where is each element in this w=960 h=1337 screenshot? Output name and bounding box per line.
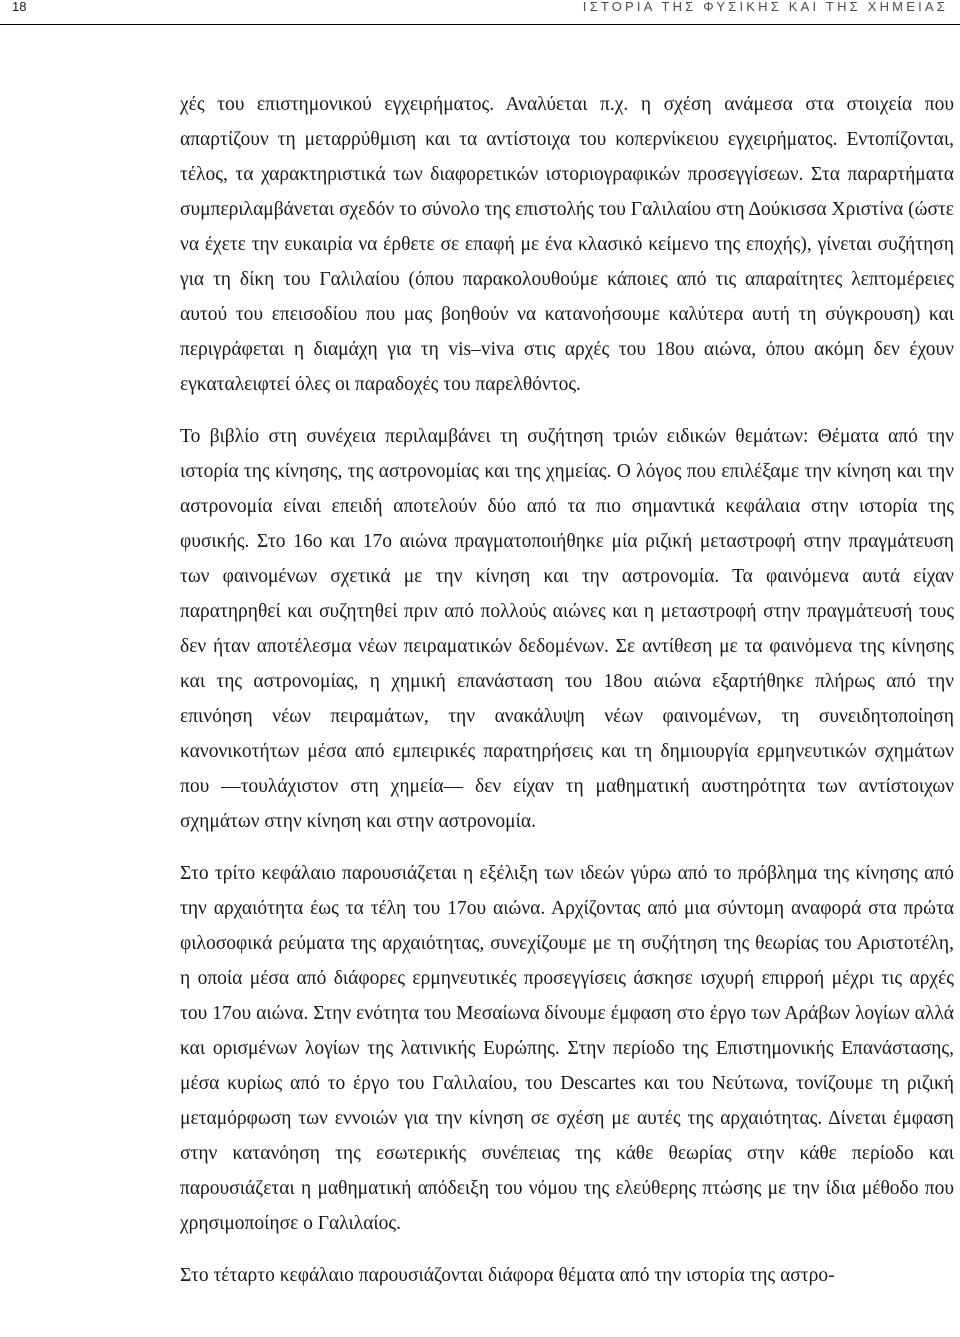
- header-rule: [0, 24, 960, 25]
- page-number: 18: [12, 0, 27, 14]
- paragraph: Το βιβλίο στη συνέχεια περιλαμβάνει τη συζήτηση τριών ειδικών θεμάτων: Θέματα από την ιστορία της κίνησης, της αστρονομίας και της χημείας. Ο λόγος που επιλέξαμε την κίνηση και την αστρονομία είναι επειδή αποτελούν δύο από τα πιο σημαντικά κεφάλαια στην ιστορία της φυσικής. Στο 16ο και 17ο αιώνα πραγματοποιήθηκε μία ριζική μεταστροφή στην πραγμάτευση των φαινομένων σχετικά με την κίνηση και την αστρονομία. Τα φαινόμενα αυτά είχαν παρατηρηθεί και συζητηθεί πριν από πολλούς αιώνες και η μεταστροφή στην πραγμάτευσή τους δεν ήταν αποτέλεσμα νέων πειραματικών δεδομένων. Σε αντίθεση με τα φαινόμενα της κίνησης και της αστρονομίας, η χημική επανάσταση του 18ου αιώνα εξαρτήθηκε πλήρως από την επινόηση νέων πειραμάτων, την ανακάλυψη νέων φαινομένων, τη συνειδητοποίηση κανονικοτήτων μέσα από εμπειρικές παρατηρήσεις και τη δημιουργία ερμηνευτικών σχημάτων που —τουλάχιστον στη χημεία— δεν είχαν τη μαθηματική αυστηρότητα των αντίστοιχων σχημάτων στην κίνηση και στην αστρονομία.: [180, 426, 954, 832]
- running-header: [0, 0, 960, 26]
- paragraph: Στο τέταρτο κεφάλαιο παρουσιάζονται διάφορα θέματα από την ιστορία της αστρο-: [180, 1265, 835, 1286]
- running-title: ΙΣΤΟΡΙΑ ΤΗΣ ΦΥΣΙΚΗΣ ΚΑΙ ΤΗΣ ΧΗΜΕΙΑΣ: [582, 0, 948, 14]
- body-text: [180, 87, 954, 1310]
- paragraph: χές του επιστημονικού εγχειρήματος. Αναλύεται π.χ. η σχέση ανάμεσα στα στοιχεία που απαρτίζουν τη μεταρρύθμιση και τα αντίστοιχα του κοπερνίκειου εγχειρήματος. Εντοπίζονται, τέλος, τα χαρακτηριστικά των διαφορετικών ιστοριογραφικών προσεγγίσεων. Στα παραρτήματα συμπεριλαμβάνεται σχεδόν το σύνολο της επιστολής του Γαλιλαίου στη Δούκισσα Χριστίνα (ώστε να έχετε την ευκαιρία να έρθετε σε επαφή με ένα κλασικό κείμενο της εποχής), γίνεται συζήτηση για τη δίκη του Γαλιλαίου (όπου παρακολουθούμε κάποιες από τις απαραίτητες λεπτομέρειες αυτού του επεισοδίου που μας βοηθούν να κατανοήσουμε καλύτερα αυτή τη σύγκρουση) και περιγράφεται η διαμάχη για τη vis–viva στις αρχές του 18ου αιώνα, όπου ακόμη δεν έχουν εγκαταλειφτεί όλες οι παραδοχές του παρελθόντος.: [180, 94, 954, 395]
- paragraph: Στο τρίτο κεφάλαιο παρουσιάζεται η εξέλιξη των ιδεών γύρω από το πρόβλημα της κίνησης από την αρχαιότητα έως τα τέλη του 17ου αιώνα. Αρχίζοντας από μια σύντομη αναφορά στα πρώτα φιλοσοφικά ρεύματα της αρχαιότητας, συνεχίζουμε με τη συζήτηση της θεωρίας του Αριστοτέλη, η οποία μέσα από διάφορες ερμηνευτικές προσεγγίσεις άσκησε ισχυρή επιρροή μέχρι τις αρχές του 17ου αιώνα. Στην ενότητα του Μεσαίωνα δίνουμε έμφαση στο έργο των Αράβων λογίων αλλά και ορισμένων λογίων της λατινικής Ευρώπης. Στην περίοδο της Επιστημονικής Επανάστασης, μέσα κυρίως από το έργο του Γαλιλαίου, του Descartes και του Νεύτωνα, τονίζουμε τη ριζική μεταμόρφωση των εννοιών για την κίνηση σε σχέση με αυτές της αρχαιότητας. Δίνεται έμφαση στην κατανόηση της εσωτερικής συνέπειας της κάθε θεωρίας στην κάθε περίοδο και παρουσιάζεται η μαθηματική απόδειξη του νόμου της ελεύθερης πτώσης με την ίδια μέθοδο που χρησιμοποίησε ο Γαλιλαίος.: [180, 863, 954, 1234]
